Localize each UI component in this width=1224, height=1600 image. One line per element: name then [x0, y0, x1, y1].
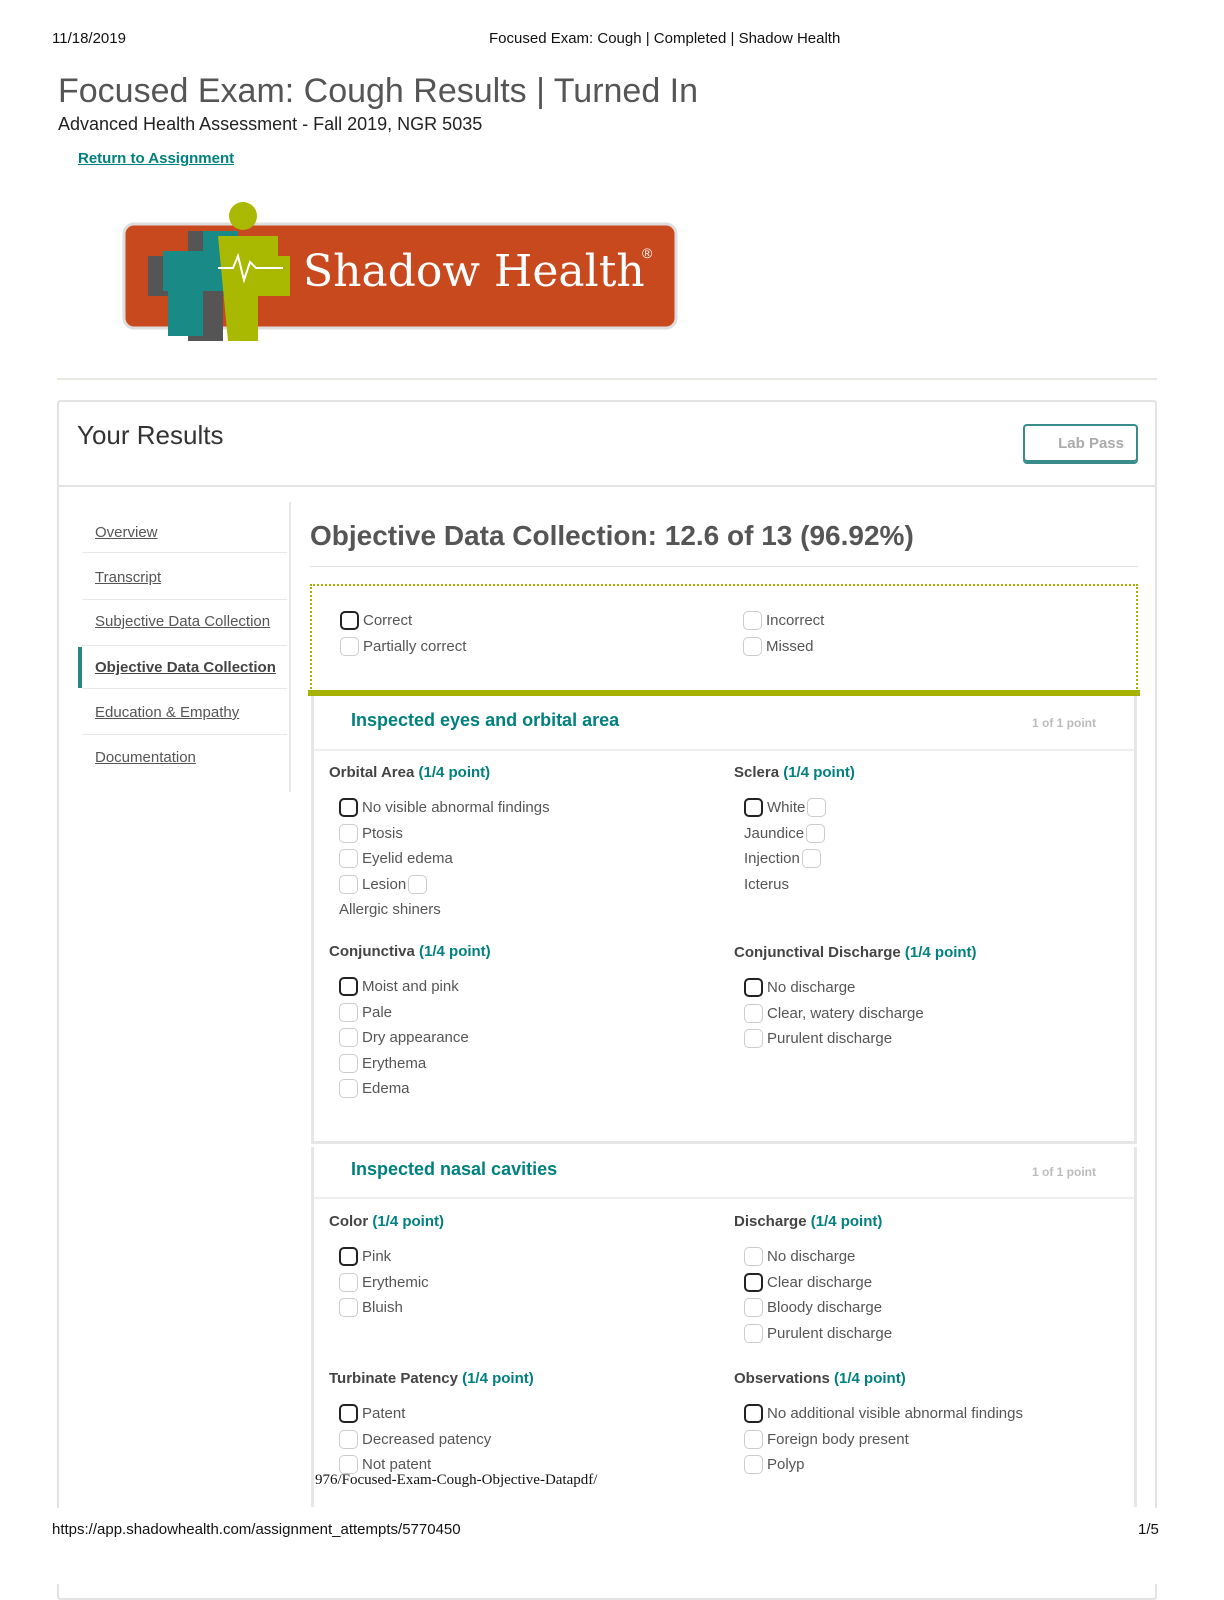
option-item	[744, 821, 855, 847]
option-item	[744, 1321, 892, 1347]
checkbox-icon	[340, 637, 359, 656]
option-label: Jaundice	[744, 824, 805, 842]
legend	[310, 584, 1138, 692]
checkbox-icon	[339, 1273, 358, 1292]
sidebar-item-transcript[interactable]: Transcript	[95, 569, 162, 586]
option-item	[339, 1401, 534, 1427]
option-item	[339, 1244, 444, 1270]
option-label: Patent	[362, 1405, 406, 1423]
option-label: Purulent discharge	[767, 1030, 893, 1048]
option-item	[744, 975, 977, 1001]
checkbox-icon	[743, 611, 762, 630]
legend-incorrect	[743, 608, 824, 634]
option-label: No discharge	[767, 979, 856, 997]
checkbox-icon	[339, 977, 358, 996]
group-heading	[734, 764, 855, 781]
group-heading	[329, 1213, 444, 1230]
sidebar-item-documentation[interactable]: Documentation	[95, 749, 196, 766]
checkbox-icon	[744, 1404, 763, 1423]
option-label: No additional visible abnormal findings	[767, 1405, 1023, 1423]
group-name: Discharge	[734, 1213, 807, 1230]
group-score: (1/4 point)	[418, 764, 491, 781]
option-label: No visible abnormal findings	[362, 799, 550, 817]
checkbox-icon	[408, 875, 427, 894]
group-name: Sclera	[734, 764, 780, 781]
group-heading	[734, 1370, 1023, 1387]
legend-correct	[340, 608, 466, 634]
legend-label: Partially correct	[363, 637, 467, 655]
checkbox-icon	[339, 849, 358, 868]
checkbox-icon	[339, 824, 358, 843]
option-item	[744, 1427, 1023, 1453]
option-item	[744, 872, 855, 898]
sidebar-item-education-empathy[interactable]: Education & Empathy	[95, 704, 240, 721]
option-label: Purulent discharge	[767, 1324, 893, 1342]
section-nasal	[311, 1147, 1137, 1507]
option-item	[744, 1295, 892, 1321]
option-label: Not patent	[362, 1456, 432, 1474]
checkbox-icon	[806, 824, 825, 843]
checkbox-icon	[744, 1029, 763, 1048]
option-label: Edema	[362, 1080, 410, 1098]
section-heading: Objective Data Collection: 12.6 of 13 (96.92%)	[310, 520, 914, 551]
option-item	[339, 1025, 491, 1051]
group-heading	[329, 943, 491, 960]
checkbox-icon	[339, 798, 358, 817]
divider	[59, 485, 1155, 487]
group-score: (1/4 point)	[904, 944, 977, 961]
checkbox-icon	[340, 611, 359, 630]
option-item	[339, 1076, 491, 1102]
checkbox-icon	[339, 1079, 358, 1098]
return-to-assignment-link[interactable]: Return to Assignment	[78, 150, 235, 167]
group-score: (1/4 point)	[783, 764, 855, 781]
option-label: Ptosis	[362, 824, 403, 842]
checkbox-icon	[744, 1247, 763, 1266]
checkbox-icon	[744, 1273, 763, 1292]
option-label: Eyelid edema	[362, 850, 453, 868]
checkbox-icon	[744, 1324, 763, 1343]
option-item	[744, 1001, 977, 1027]
option-item	[339, 1427, 534, 1453]
option-label: Decreased patency	[362, 1430, 492, 1448]
option-item	[744, 1270, 892, 1296]
option-label: Clear discharge	[767, 1273, 873, 1291]
group-name: Conjunctiva	[329, 943, 415, 960]
lab-pass-button[interactable]: Lab Pass	[1023, 424, 1138, 462]
checkbox-icon	[339, 1247, 358, 1266]
sidebar-item-objective-data[interactable]: Objective Data Collection	[95, 659, 276, 676]
option-item	[339, 974, 491, 1000]
option-label: No discharge	[767, 1248, 856, 1266]
option-label: Erythemic	[362, 1273, 429, 1291]
sidebar-nav	[78, 502, 291, 792]
group-heading	[734, 944, 977, 961]
checkbox-icon	[807, 798, 826, 817]
option-label: Allergic shiners	[339, 901, 441, 919]
option-label: Erythema	[362, 1054, 427, 1072]
option-item	[744, 1401, 1023, 1427]
divider	[57, 378, 1157, 380]
legend-label: Missed	[766, 637, 814, 655]
checkbox-icon	[339, 1003, 358, 1022]
option-item	[339, 872, 550, 898]
option-label: Clear, watery discharge	[767, 1004, 924, 1022]
option-item	[744, 1244, 892, 1270]
page-subtitle: Advanced Health Assessment - Fall 2019, NGR 5035	[58, 114, 483, 134]
group-heading	[329, 764, 550, 781]
option-item	[744, 846, 855, 872]
group-heading	[734, 1213, 892, 1230]
page-title: Focused Exam: Cough Results | Turned In	[58, 72, 699, 110]
active-indicator	[78, 647, 82, 688]
section-title: Inspected eyes and orbital area	[351, 710, 620, 730]
option-label: Bluish	[362, 1299, 403, 1317]
option-item	[339, 1295, 444, 1321]
checkbox-icon	[744, 978, 763, 997]
checkbox-icon	[339, 875, 358, 894]
page-number: 1/5	[1138, 1521, 1159, 1538]
checkbox-icon	[339, 1054, 358, 1073]
print-date: 11/18/2019	[52, 30, 126, 47]
section-points: 1 of 1 point	[1032, 716, 1096, 730]
option-label: Pink	[362, 1248, 392, 1266]
option-label: Foreign body present	[767, 1430, 909, 1448]
checkbox-icon	[339, 1298, 358, 1317]
svg-text:®: ®	[642, 245, 653, 261]
option-label: Dry appearance	[362, 1029, 469, 1047]
option-label: White	[767, 799, 806, 817]
checkbox-icon	[339, 1404, 358, 1423]
group-name: Turbinate Patency	[329, 1370, 458, 1387]
option-item	[744, 1452, 1023, 1478]
option-label: Polyp	[767, 1456, 805, 1474]
section-eyes	[311, 696, 1137, 1144]
legend-label: Correct	[363, 612, 413, 630]
checkbox-icon	[744, 1430, 763, 1449]
option-item	[339, 1051, 491, 1077]
legend-missed	[743, 634, 824, 660]
checkbox-icon	[744, 1004, 763, 1023]
option-item	[744, 795, 855, 821]
footer-url: https://app.shadowhealth.com/assignment_attempts/5770450	[52, 1521, 461, 1538]
option-label: Moist and pink	[362, 978, 459, 996]
overlay-text: 976/Focused-Exam-Cough-Objective-Datapdf/	[315, 1472, 598, 1488]
option-label: Bloody discharge	[767, 1299, 883, 1317]
group-score: (1/4 point)	[372, 1213, 445, 1230]
checkbox-icon	[743, 637, 762, 656]
group-name: Conjunctival Discharge	[734, 944, 901, 961]
checkbox-icon	[339, 1430, 358, 1449]
option-label: Pale	[362, 1003, 393, 1021]
group-name: Observations	[734, 1370, 830, 1387]
checkbox-icon	[744, 1455, 763, 1474]
checkbox-icon	[802, 849, 821, 868]
shadow-health-logo	[118, 196, 683, 348]
group-score: (1/4 point)	[462, 1370, 534, 1387]
checkbox-icon	[744, 798, 763, 817]
option-label: Icterus	[744, 875, 790, 893]
option-item	[339, 795, 550, 821]
group-score: (1/4 point)	[834, 1370, 906, 1387]
checkbox-icon	[744, 1298, 763, 1317]
group-heading	[329, 1370, 534, 1387]
option-label: Lesion	[362, 875, 407, 893]
option-item	[339, 897, 550, 923]
option-label: Injection	[744, 850, 800, 868]
print-doc-title: Focused Exam: Cough | Completed | Shadow Health	[489, 30, 841, 47]
results-title: Your Results	[77, 420, 224, 450]
legend-partial	[340, 634, 466, 660]
legend-label: Incorrect	[766, 612, 825, 630]
option-item	[744, 1026, 977, 1052]
section-title: Inspected nasal cavities	[351, 1159, 558, 1179]
divider	[310, 566, 1138, 567]
svg-text:Shadow Health: Shadow Health	[303, 246, 645, 297]
group-score: (1/4 point)	[810, 1213, 883, 1230]
checkbox-icon	[339, 1028, 358, 1047]
group-name: Orbital Area	[329, 764, 415, 781]
option-item	[339, 821, 550, 847]
option-item	[339, 1270, 444, 1296]
option-item	[339, 1000, 491, 1026]
group-name: Color	[329, 1213, 369, 1230]
sidebar-item-subjective-data[interactable]: Subjective Data Collection	[95, 613, 271, 630]
option-item	[339, 846, 550, 872]
sidebar-item-overview[interactable]: Overview	[95, 524, 158, 541]
group-score: (1/4 point)	[419, 943, 491, 960]
section-points: 1 of 1 point	[1032, 1165, 1096, 1179]
